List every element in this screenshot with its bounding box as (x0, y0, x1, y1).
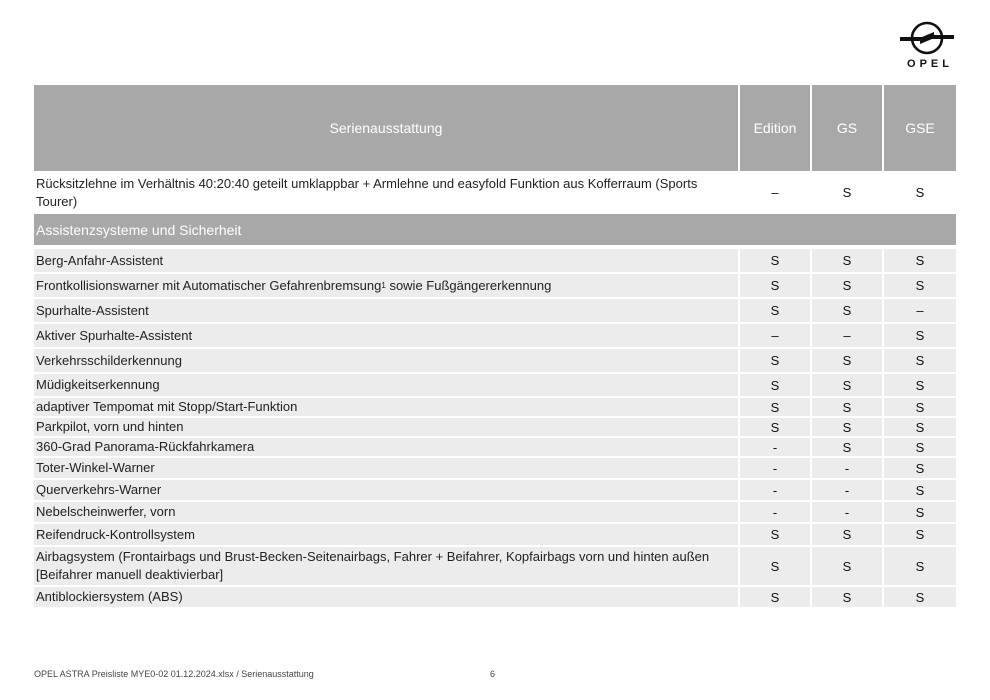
table-row (34, 324, 956, 349)
row-value-gse: S (884, 398, 956, 416)
header-col-gse: GSE (905, 120, 935, 136)
row-value-gse: S (884, 480, 956, 500)
row-value-edition: – (740, 324, 812, 347)
row-value-gs: S (812, 398, 884, 416)
table-row (34, 480, 956, 502)
table-row (34, 438, 956, 458)
row-value-edition: - (740, 458, 812, 478)
row-value-gse: S (884, 458, 956, 478)
table-row (34, 249, 956, 274)
header-label: Serienausstattung (34, 85, 740, 171)
row-label: Airbagsystem (Frontairbags und Brust-Becken-Seitenairbags, Fahrer + Beifahrer, Kopfairbags vorn und hinten außen [Beifahrer manuell deaktivierbar] (34, 547, 740, 585)
row-value-gs: S (812, 374, 884, 396)
row-label-text: Frontkollisionswarner mit Automatischer Gefahrenbremsung (36, 277, 382, 293)
row-label: Müdigkeitserkennung (34, 374, 740, 396)
row-value-gse: S (884, 324, 956, 347)
row-label: Berg-Anfahr-Assistent (34, 249, 740, 272)
row-value-gse: S (884, 438, 956, 456)
row-value-gs: - (812, 502, 884, 522)
page-number: 6 (490, 669, 496, 679)
row-value-edition: - (740, 438, 812, 456)
opel-logo (896, 18, 960, 70)
row-value-gse: – (884, 299, 956, 322)
row-label: Frontkollisionswarner mit Automatischer Gefahrenbremsung 1 sowie Fußgängererkennung (34, 274, 740, 297)
table-row (34, 458, 956, 480)
row-label: adaptiver Tempomat mit Stopp/Start-Funktion (34, 398, 740, 416)
row-value-gse: S (884, 249, 956, 272)
header-col-edition: Edition (740, 85, 812, 171)
row-value-gs: – (812, 324, 884, 347)
table-row (34, 349, 956, 374)
row-value-edition: – (740, 173, 812, 212)
section-title: Assistenzsysteme und Sicherheit (36, 221, 242, 238)
row-label-tail: sowie Fußgängererkennung (385, 277, 552, 293)
row-label: Querverkehrs-Warner (34, 480, 740, 500)
row-value-gs: S (812, 438, 884, 456)
row-value-edition: - (740, 480, 812, 500)
row-value-gse: S (884, 547, 956, 585)
row-value-gs: S (812, 418, 884, 436)
row-value-gs: S (812, 349, 884, 372)
row-value-edition: S (740, 374, 812, 396)
row-value-gse: S (884, 274, 956, 297)
row-value-gse: S (884, 524, 956, 545)
row-value-edition: S (740, 299, 812, 322)
row-value-gse: S (915, 185, 925, 200)
row-value-edition: - (740, 502, 812, 522)
row-label: Parkpilot, vorn und hinten (34, 418, 740, 436)
table-row (34, 502, 956, 524)
row-label: Aktiver Spurhalte-Assistent (34, 324, 740, 347)
table-row (34, 374, 956, 398)
table-row (34, 299, 956, 324)
row-value-edition: S (740, 418, 812, 436)
table-row (34, 524, 956, 547)
row-value-edition: S (740, 349, 812, 372)
row-label: 360-Grad Panorama-Rückfahrkamera (34, 438, 740, 456)
table-row (34, 274, 956, 299)
table-row (34, 547, 956, 587)
row-value-gs: S (812, 299, 884, 322)
table-row (34, 173, 956, 214)
row-value-edition: S (740, 274, 812, 297)
row-value-gse: S (884, 418, 956, 436)
row-value-gse: S (884, 502, 956, 522)
opel-blitz-icon (898, 18, 956, 58)
table-row (34, 587, 956, 609)
row-value-gse: S (884, 349, 956, 372)
row-value-gs: S (812, 173, 884, 212)
section-header (34, 214, 956, 247)
equipment-table (34, 85, 956, 609)
row-value-gs: S (812, 249, 884, 272)
row-value-gs: S (812, 274, 884, 297)
table-row (34, 418, 956, 438)
row-value-edition: S (740, 587, 812, 607)
row-label: Reifendruck-Kontrollsystem (34, 524, 740, 545)
row-value-edition: S (740, 249, 812, 272)
table-row (34, 398, 956, 418)
logo-wordmark: OPEL (907, 58, 953, 70)
row-label: Rücksitzlehne im Verhältnis 40:20:40 geteilt umklappbar + Armlehne und easyfold Funktion aus Kofferraum (Sports Tourer) (34, 173, 740, 212)
footer-text: OPEL ASTRA Preisliste MYE0-02 01.12.2024.xlsx / Serienausstattung (34, 669, 314, 679)
row-value-gs: S (812, 587, 884, 607)
row-value-edition: S (740, 547, 812, 585)
row-value-edition: S (740, 398, 812, 416)
row-label: Verkehrsschilderkennung (34, 349, 740, 372)
row-value-edition: S (740, 524, 812, 545)
row-label: Spurhalte-Assistent (34, 299, 740, 322)
row-value-gs: S (812, 524, 884, 545)
row-label: Toter-Winkel-Warner (34, 458, 740, 478)
row-label: Nebelscheinwerfer, vorn (34, 502, 740, 522)
row-label: Antiblockiersystem (ABS) (34, 587, 740, 607)
row-value-gse: S (884, 374, 956, 396)
row-value-gs: - (812, 480, 884, 500)
row-value-gse: S (884, 587, 956, 607)
header-col-gs: GS (812, 85, 884, 171)
table-header (34, 85, 956, 173)
row-value-gs: S (812, 547, 884, 585)
row-value-gs: - (812, 458, 884, 478)
